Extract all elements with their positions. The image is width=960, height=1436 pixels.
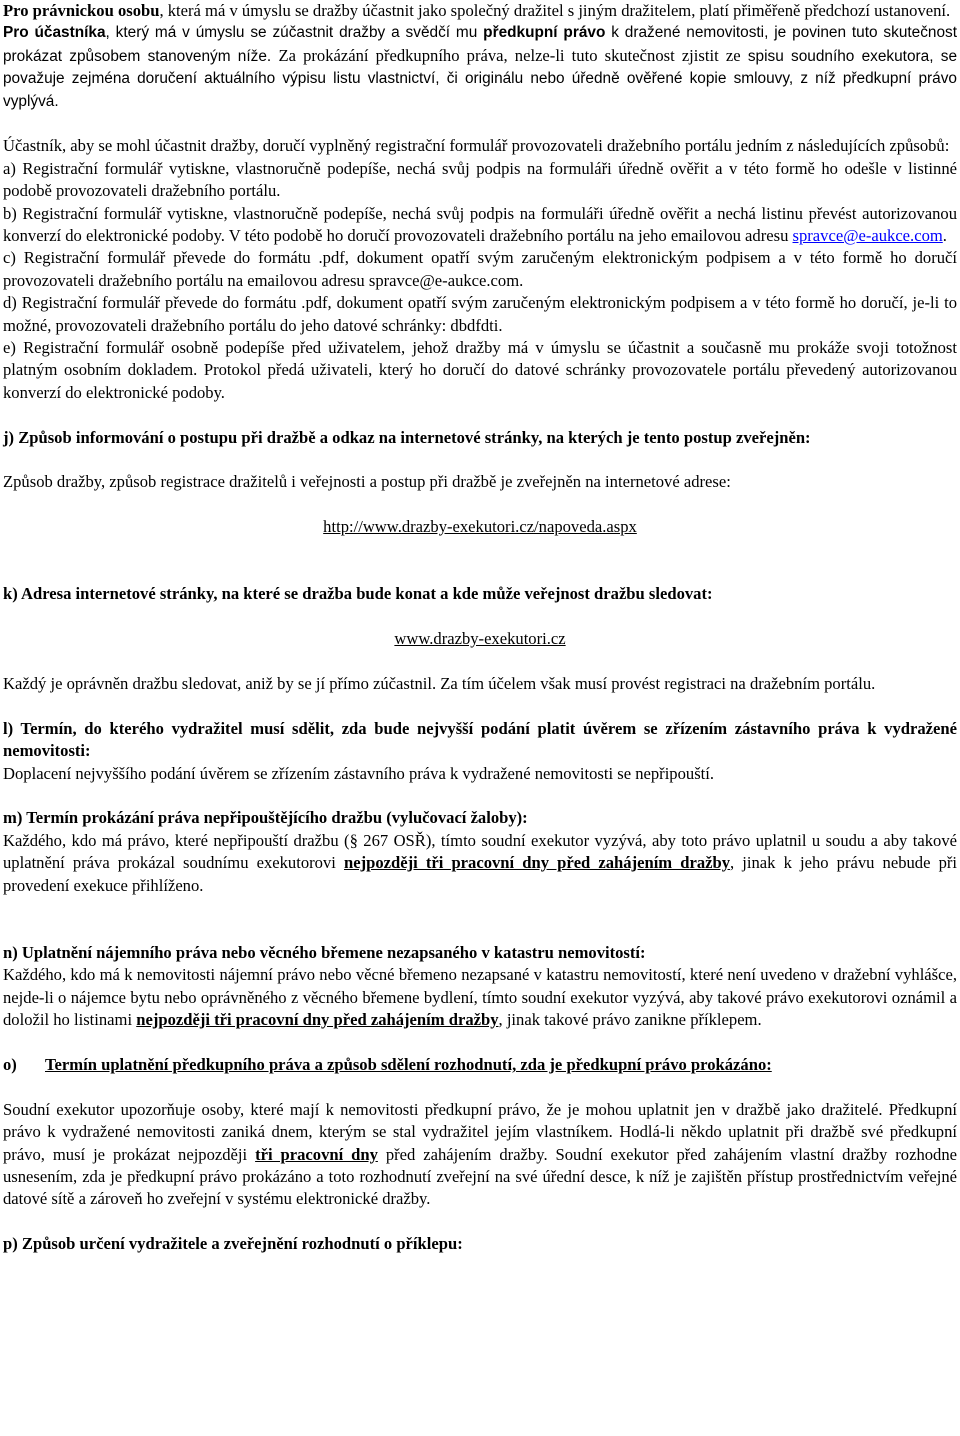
preemption-text-1: , který má v úmyslu se zúčastnit dražby a svědčí mu	[105, 24, 484, 42]
registration-block	[3, 135, 957, 404]
section-m-text-2: , jinak k jeho právu nebude při provedení exekuce přihlíženo.	[3, 853, 957, 895]
section-j-url[interactable]: http://www.drazby-exekutori.cz/napoveda.aspx	[323, 517, 637, 537]
registration-option-a: a) Registrační formulář vytiskne, vlastnoručně podepíše, nechá svůj podpis na formuláři úředně ověřit a v této formě ho odešle v listinné podobě provozovateli dražebního portálu.	[3, 158, 957, 201]
registration-option-b	[3, 203, 957, 248]
registration-option-e: e) Registrační formulář osobně podepíše před uživatelem, jehož dražby má v úmyslu se účastnit a současně mu prokáže svoji totožnost platným osobním dokladem. Protokol předá uživateli, který ho doručí do datové schránky provozovatele portálu převedený autorizovanou konverzí do elektronické podoby.	[3, 338, 957, 402]
registration-option-b-end: .	[942, 226, 947, 246]
preemption-text-2: k dražené nemovitosti, je povinen tuto skutečnost prokázat způsobem stanoveným níže.	[3, 24, 957, 65]
section-o-paragraph	[3, 1099, 957, 1211]
section-l-heading: l) Termín, do kterého vydražitel musí sdělit, zda bude nejvyšší podání platit úvěrem se zřízením zástavního práva k vydražené nemovitosti:	[3, 718, 957, 761]
section-k-url-line	[3, 628, 957, 650]
section-o-heading-line	[3, 1054, 957, 1076]
section-m-heading: m) Termín prokázání práva nepřipouštějícího dražbu (vylučovací žaloby):	[3, 808, 528, 828]
legal-person-lead: Pro právnickou osobu	[3, 1, 160, 20]
section-n-heading: n) Uplatnění nájemního práva nebo věcného břemene nezapsaného v katastru nemovitostí:	[3, 942, 646, 962]
section-n-deadline: nejpozději tři pracovní dny před zahájením dražby	[136, 1010, 499, 1030]
legal-person-text: , která má v úmyslu se dražby účastnit jako společný dražitel s jiným dražitelem, platí přiměřeně předchozí ustanovení.	[159, 1, 951, 20]
section-j-text: Způsob dražby, způsob registrace dražitelů i veřejnosti a postup při dražbě je zveřejněn na internetové adrese:	[3, 472, 731, 492]
section-k-text: Každý je oprávněn dražbu sledovat, aniž by se jí přímo zúčastnil. Za tím účelem však musí provést registraci na dražebním portálu.	[3, 674, 876, 694]
section-k-heading: k) Adresa internetové stránky, na které se dražba bude konat a kde může veřejnost dražbu sledovat:	[3, 584, 713, 604]
preemption-serif-part: Za prokázání předkupního práva, nelze-li tuto skutečnost zjistit ze	[278, 45, 741, 65]
preemption-lead: Pro účastníka	[3, 24, 106, 42]
preemption-paragraph	[3, 22, 957, 113]
registration-option-d: d) Registrační formulář převede do formátu .pdf, dokument opatří svým zaručeným elektronickým podpisem a v této formě ho doručí, je-li to možné, provozovateli dražebního portálu do jeho datové schránky: dbdfdti.	[3, 293, 957, 335]
section-n-paragraph	[3, 964, 957, 1031]
registration-intro: Účastník, aby se mohl účastnit dražby, doručí vyplněný registrační formulář provozovateli dražebního portálu jedním z následujících způsobů:	[3, 136, 950, 156]
section-o-text-2: před zahájením dražby. Soudní exekutor před zahájením vlastní dražby rozhodne usnesením, zda je předkupní právo prokázáno a toto rozhodnutí zveřejní na své úřední desce, k níž je zajištěn přístup prostřednictvím veřejné datové sítě a zároveň ho zveřejní v systému elektronické dražby.	[3, 1144, 958, 1209]
section-j-heading: j) Způsob informování o postupu při dražbě a odkaz na internetové stránky, na kterých je tento postup zveřejněn:	[3, 427, 811, 447]
section-j-url-line	[3, 516, 957, 538]
section-o-deadline: tři pracovní dny	[255, 1144, 378, 1164]
section-o-text-1: Soudní exekutor upozorňuje osoby, které mají k nemovitosti předkupní právo, že je mohou uplatnit jen v dražbě jako dražitelé. Předkupní právo k vydražené nemovitosti zaniká dnem, kterým se stal vydražitel jejím vlastníkem. Hodlá-li někdo uplatnit při dražbě své předkupní právo, musí je prokázat nejpozději	[3, 1099, 957, 1164]
registration-option-b-text: b) Registrační formulář vytiskne, vlastnoručně podepíše, nechá svůj podpis na formuláři úředně ověřit a nechá listinu převést autorizovanou konverzí do elektronické podoby. V této podobě ho doručí provozovateli dražebního portálu na jeho emailovou adresu	[3, 203, 957, 246]
section-k-url[interactable]: www.drazby-exekutori.cz	[394, 629, 566, 649]
legal-person-paragraph	[3, 0, 957, 22]
section-m-paragraph	[3, 830, 957, 897]
registration-option-c: c) Registrační formulář převede do formátu .pdf, dokument opatří svým zaručeným elektronickým podpisem a v této formě ho doručí provozovateli dražebního portálu na emailovou adresu spravce@e-aukce.com.	[3, 248, 957, 290]
registration-email-link[interactable]: spravce@e-aukce.com	[792, 226, 943, 246]
section-m-deadline: nejpozději tři pracovní dny před zahájením dražby	[343, 853, 731, 873]
section-l-text: Doplacení nejvyššího podání úvěrem se zřízením zástavního práva k vydražené nemovitosti se nepřipouští.	[3, 763, 715, 783]
section-n-text-1: Každého, kdo má k nemovitosti nájemní právo nebo věcné břemeno nezapsané v katastru nemovitostí, které není uvedeno v dražební vyhlášce, nejde-li o nájemce bytu nebo oprávněného z věcného břemene bydlení, tímto soudní exekutor vyzývá, aby takové právo exekutorovi oznámil a doložil ho listinami	[3, 965, 957, 1030]
section-n-text-2: , jinak takové právo zanikne příklepem.	[498, 1010, 762, 1030]
section-p-heading: p) Způsob určení vydražitele a zveřejnění rozhodnutí o příklepu:	[3, 1234, 463, 1254]
section-o-label: o)	[3, 1054, 17, 1074]
section-m-text-1: Každého, kdo má právo, které nepřipouští dražbu (§ 267 OSŘ), tímto soudní exekutor vyzývá, aby toto právo uplatnil u soudu a aby takové uplatnění práva prokázal soudnímu exekutorovi	[3, 830, 957, 873]
section-o-heading: Termín uplatnění předkupního práva a způsob sdělení rozhodnutí, zda je předkupní právo prokázáno:	[45, 1054, 772, 1074]
preemption-bold-term: předkupní právo	[483, 24, 606, 42]
preemption-text-3: spisu soudního exekutora, se považuje zejména doručení aktuálního výpisu listu vlastnictví, či originálu nebo úředně ověřené kopie smlouvy, z níž předkupní právo vyplývá.	[3, 47, 957, 110]
